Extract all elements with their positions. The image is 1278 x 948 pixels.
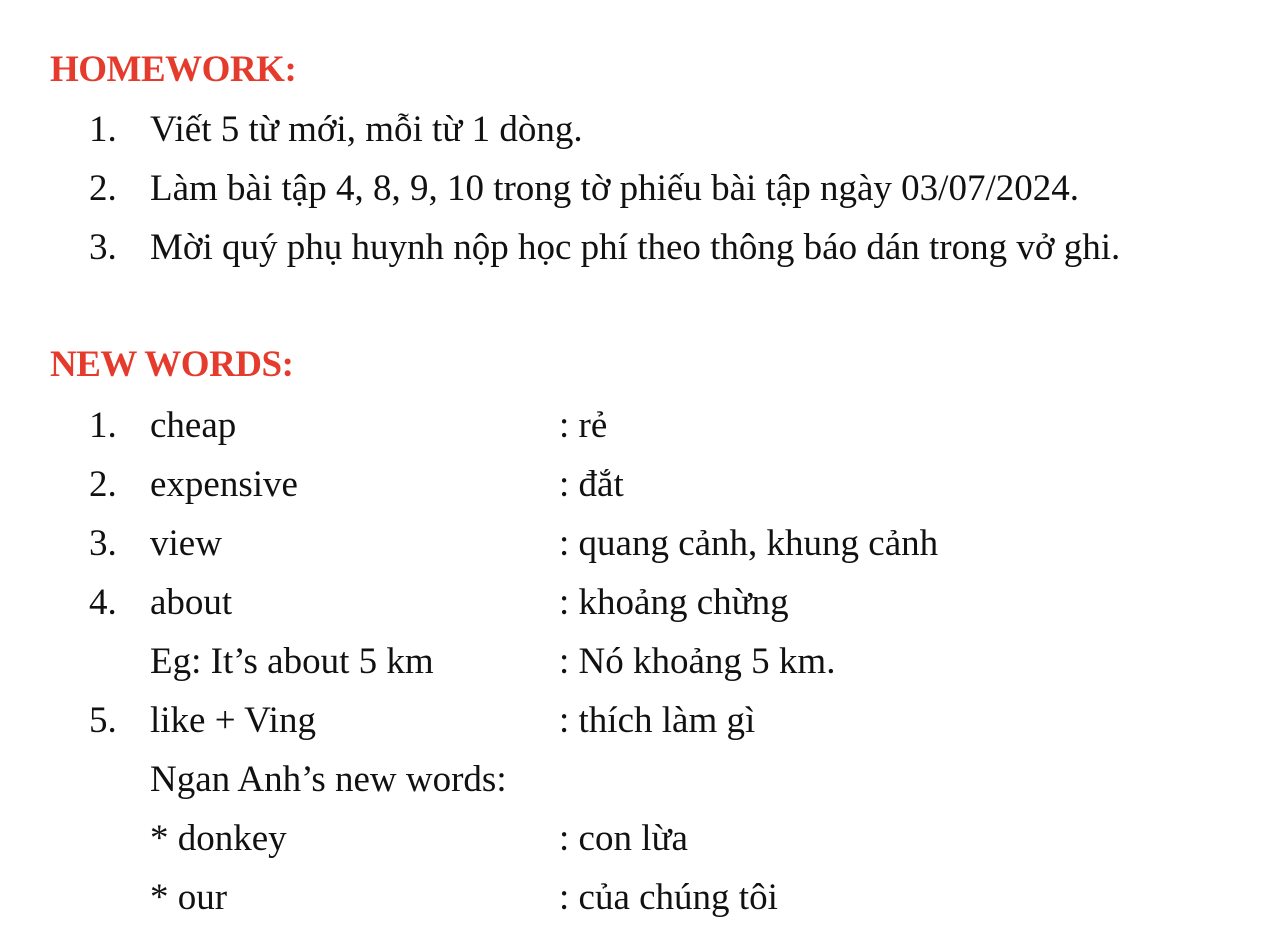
homework-item-number: 3.	[89, 227, 117, 268]
student-words-label-row	[0, 758, 1278, 802]
vocab-row	[0, 581, 1278, 625]
vocab-example: Eg: It’s about 5 km	[150, 641, 434, 682]
homework-item-text: Mời quý phụ huynh nộp học phí theo thông báo dán trong vở ghi.	[150, 227, 1121, 268]
homework-item-number: 2.	[89, 168, 117, 209]
homework-item-text: Làm bài tập 4, 8, 9, 10 trong tờ phiếu bài tập ngày 03/07/2024.	[150, 168, 1079, 209]
vocab-meaning: : con lừa	[559, 818, 688, 859]
homework-item-number: 1.	[89, 109, 117, 150]
vocab-meaning: : quang cảnh, khung cảnh	[559, 523, 939, 564]
homework-heading: HOMEWORK:	[50, 49, 297, 90]
vocab-word: * our	[150, 877, 228, 918]
vocab-row	[0, 817, 1278, 861]
vocab-row	[0, 876, 1278, 920]
new-words-heading: NEW WORDS:	[50, 344, 294, 385]
vocab-row	[0, 699, 1278, 743]
homework-item	[0, 108, 1278, 152]
student-words-label: Ngan Anh’s new words:	[150, 759, 507, 800]
homework-item-text: Viết 5 từ mới, mỗi từ 1 dòng.	[150, 109, 583, 150]
vocab-word: view	[150, 523, 222, 564]
vocab-example-row	[0, 640, 1278, 684]
vocab-word: like + Ving	[150, 700, 316, 741]
vocab-meaning: : của chúng tôi	[559, 877, 778, 918]
vocab-row	[0, 404, 1278, 448]
vocab-number: 5.	[89, 700, 117, 741]
vocab-row	[0, 522, 1278, 566]
vocab-meaning: : khoảng chừng	[559, 582, 789, 623]
vocab-meaning: : rẻ	[559, 405, 608, 446]
vocab-meaning: : thích làm gì	[559, 700, 756, 741]
vocab-row	[0, 463, 1278, 507]
vocab-meaning: : đắt	[559, 464, 624, 505]
homework-item	[0, 226, 1278, 270]
homework-item	[0, 167, 1278, 211]
vocab-number: 3.	[89, 523, 117, 564]
vocab-number: 1.	[89, 405, 117, 446]
vocab-number: 2.	[89, 464, 117, 505]
vocab-word: about	[150, 582, 233, 623]
vocab-number: 4.	[89, 582, 117, 623]
vocab-word: * donkey	[150, 818, 287, 859]
vocab-example-meaning: : Nó khoảng 5 km.	[559, 641, 836, 682]
vocab-word: expensive	[150, 464, 298, 505]
vocab-word: cheap	[150, 405, 237, 446]
